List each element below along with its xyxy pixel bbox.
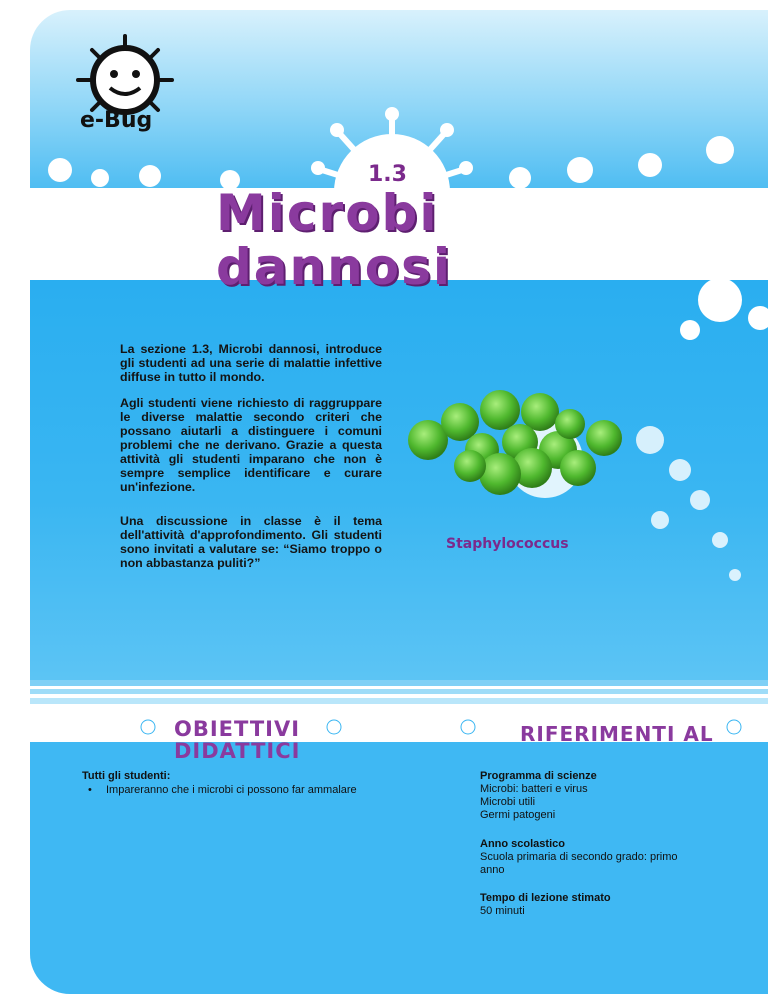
image-caption: Staphylococcus <box>446 536 569 552</box>
year-block <box>480 838 680 877</box>
logo-text: e-Bug <box>80 108 153 133</box>
time-text: 50 minuti <box>480 905 525 917</box>
references-heading: RIFERIMENTI AL <box>520 722 714 746</box>
objectives-subtitle: Tutti gli studenti: <box>82 770 171 782</box>
time-block <box>480 892 720 918</box>
staphylococcus-image-icon <box>400 370 650 510</box>
objectives-heading-line: DIDATTICI <box>174 739 301 763</box>
objectives-block <box>82 770 412 796</box>
program-block <box>480 770 720 822</box>
section-number: 1.3 <box>368 162 407 187</box>
objectives-heading-line: OBIETTIVI <box>174 717 301 741</box>
time-title: Tempo di lezione stimato <box>480 892 611 904</box>
list-item <box>88 784 412 796</box>
program-line: Germi patogeni <box>480 809 556 821</box>
title-line: Microbi <box>216 184 439 242</box>
objectives-heading <box>174 718 300 762</box>
intro-text <box>120 342 382 582</box>
bullet-icon: • <box>88 784 92 796</box>
page-title <box>216 186 452 294</box>
program-line: Microbi: batteri e virus <box>480 783 588 795</box>
title-line: dannosi <box>216 238 452 296</box>
year-title: Anno scolastico <box>480 838 565 850</box>
program-line: Microbi utili <box>480 796 536 808</box>
intro-paragraph: Una discussione in classe è il tema dell'attività d'approfondimento. Gli studenti sono invitati a valutare se: “Siamo troppo o non abbastanza puliti?” <box>120 514 382 570</box>
list-item-text: Impareranno che i microbi ci possono far ammalare <box>106 784 357 796</box>
year-text: Scuola primaria di secondo grado: primo anno <box>480 851 678 876</box>
program-title: Programma di scienze <box>480 770 597 782</box>
intro-paragraph: Agli studenti viene richiesto di raggruppare le diverse malattie secondo criteri che possano aiutarli a distinguere i comuni problemi che ne derivano. Grazie a questa attività gli studenti imparano che non è sempre semplice identificare e curare un'infezione. <box>120 396 382 494</box>
intro-paragraph: La sezione 1.3, Microbi dannosi, introduce gli studenti ad una serie di malattie infettive diffuse in tutto il mondo. <box>120 342 382 384</box>
